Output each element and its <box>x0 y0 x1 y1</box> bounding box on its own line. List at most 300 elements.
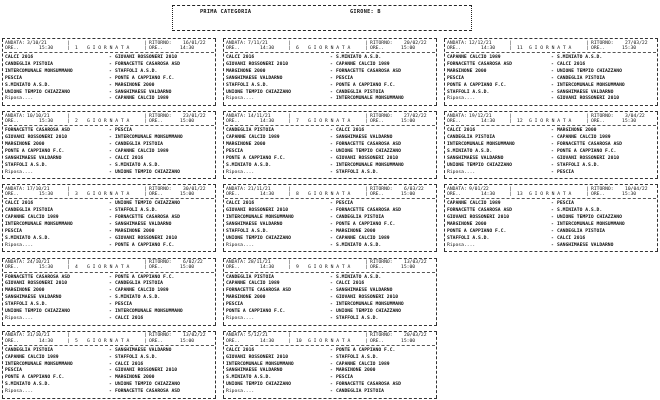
column-divider: | <box>67 338 70 344</box>
column-divider: | <box>67 333 70 339</box>
match-dash: - <box>330 61 333 67</box>
match-dash: - <box>330 361 333 367</box>
match-dash: - <box>330 228 333 234</box>
home-team: FORNACETTE CASAROSA ASD <box>226 288 291 294</box>
match-dash: - <box>330 281 333 287</box>
ritorno-label: RITORNO: <box>370 333 393 339</box>
away-team: UNIONE TEMPIO CHIAZZANO <box>336 148 401 154</box>
away-team: MARGINONE 2000 <box>115 82 155 88</box>
ore-label: ORE.. <box>226 192 241 198</box>
home-team: PONTE A CAPPIANO F.C. <box>5 375 65 381</box>
column-divider: | <box>586 192 589 198</box>
round-card <box>444 111 658 179</box>
home-team: Riposa.... <box>226 315 255 321</box>
away-team: S.MINIATO A.S.D. <box>557 55 603 60</box>
home-team: CANDEGLIA PISTOIA <box>226 274 274 280</box>
match-dash: - <box>109 228 112 234</box>
giornata-label: G I O R N A T A <box>529 45 572 51</box>
column-divider: | <box>586 113 589 119</box>
column-divider: | <box>365 118 368 124</box>
column-divider: | <box>67 265 70 271</box>
round-number: 11 <box>517 45 523 51</box>
ore-andata: 15:30 <box>39 45 54 51</box>
away-team: GIOVANI ROSSONERI 2010 <box>336 155 399 161</box>
round-card <box>223 38 437 106</box>
andata-date: 31/10/21 <box>27 333 50 339</box>
away-team: UNIONE TEMPIO CHIAZZANO <box>115 201 180 207</box>
match-dash: - <box>551 75 554 81</box>
match-dash: - <box>330 222 333 228</box>
giornata-label: G I O R N A T A <box>87 45 130 51</box>
match-dash: - <box>109 148 112 154</box>
home-team: GIOVANI ROSSONERI 2010 <box>447 215 510 221</box>
match-dash: - <box>109 288 112 294</box>
away-team: CAPANNE CALCIO 1989 <box>336 61 390 67</box>
home-team: S.MINIATO A.S.D. <box>5 382 51 388</box>
home-team: STAFFOLI A.S.D. <box>5 162 48 168</box>
match-dash: - <box>551 155 554 161</box>
home-team: PESCIA <box>5 228 22 234</box>
match-dash: - <box>109 347 112 353</box>
away-team: CAPANNE CALCIO 1989 <box>336 361 390 367</box>
away-team: CANDEGLIA PISTOIA <box>557 228 605 234</box>
round-number: 10 <box>296 338 302 344</box>
match-dash: - <box>330 389 333 395</box>
ore-andata: 15:30 <box>39 192 54 198</box>
home-team: Riposa.... <box>226 242 255 248</box>
away-team: MARGINONE 2000 <box>557 128 597 134</box>
away-team: PESCIA <box>557 201 574 207</box>
away-team: FORNACETTE CASAROSA ASD <box>336 141 401 147</box>
match-dash: - <box>330 201 333 207</box>
home-team: S.MINIATO A.S.D. <box>5 82 51 88</box>
match-dash: - <box>109 96 112 102</box>
home-team: MARGINONE 2000 <box>226 141 266 147</box>
ore-andata: 15:30 <box>39 118 54 124</box>
home-team: UNIONE TEMPIO CHIAZZANO <box>226 235 291 241</box>
away-team: CALCI 2016 <box>336 281 365 287</box>
giornata-label: G I O R N A T A <box>308 118 351 124</box>
home-team: FORNACETTE CASAROSA ASD <box>5 274 70 280</box>
ore-ritorno: 15:30 <box>622 118 637 124</box>
home-team: INTERCOMUNALE MONSUMMANO <box>226 215 294 221</box>
giornata-label: G I O R N A T A <box>87 265 130 271</box>
andata-label: ANDATA: <box>5 113 25 119</box>
andata-label: ANDATA: <box>447 40 467 46</box>
match-dash: - <box>330 169 333 175</box>
match-dash: - <box>330 288 333 294</box>
ore-label: ORE.. <box>370 192 385 198</box>
home-team: PONTE A CAPPIANO F.C. <box>5 148 65 154</box>
away-team: SANGHIMAESE VALDARNO <box>115 222 172 228</box>
away-team: PESCIA <box>336 201 353 207</box>
match-dash: - <box>330 375 333 381</box>
ore-ritorno: 15:00 <box>180 192 195 198</box>
round-number: 8 <box>296 192 299 198</box>
ritorno-date: 6/02/22 <box>183 260 203 266</box>
ore-label: ORE.. <box>5 45 20 51</box>
home-team: PESCIA <box>226 148 243 154</box>
match-dash: - <box>109 201 112 207</box>
match-dash: - <box>330 162 333 168</box>
away-team: PONTE A CAPPIANO F.C. <box>336 347 396 353</box>
column-divider: | <box>365 265 368 271</box>
away-team: CAPANNE CALCIO 1989 <box>336 235 390 241</box>
away-team: FORNACETTE CASAROSA ASD <box>557 141 622 147</box>
match-dash: - <box>330 141 333 147</box>
giornata-label: G I O R N A T A <box>308 45 351 51</box>
round-card <box>2 258 216 326</box>
column-divider: | <box>288 333 291 339</box>
home-team: PESCIA <box>447 75 464 81</box>
ore-label: ORE.. <box>226 265 241 271</box>
ore-label: ORE.. <box>447 45 462 51</box>
home-team: PONTE A CAPPIANO F.C. <box>447 228 507 234</box>
match-dash: - <box>551 135 554 141</box>
column-divider: | <box>365 113 368 119</box>
andata-date: 10/10/21 <box>27 113 50 119</box>
column-divider: | <box>509 113 512 119</box>
schedule-column-3 <box>444 38 658 396</box>
ore-label: ORE.. <box>370 338 385 344</box>
match-dash: - <box>330 75 333 81</box>
home-team: GIOVANI ROSSONERI 2010 <box>5 281 68 287</box>
match-dash: - <box>330 347 333 353</box>
match-dash: - <box>551 162 554 168</box>
match-dash: - <box>109 208 112 214</box>
away-team: PESCIA <box>557 169 574 175</box>
ore-label: ORE.. <box>149 45 164 51</box>
match-dash: - <box>330 135 333 141</box>
giornata-label: G I O R N A T A <box>308 265 351 271</box>
column-divider: | <box>509 45 512 51</box>
home-team: S.MINIATO A.S.D. <box>447 148 493 154</box>
ritorno-label: RITORNO: <box>149 333 172 339</box>
away-team: PONTE A CAPPIANO F.C. <box>115 242 175 248</box>
match-dash: - <box>109 295 112 301</box>
round-card <box>2 111 216 179</box>
home-team: CALCI 2016 <box>226 347 255 353</box>
round-card <box>223 184 437 252</box>
match-dash: - <box>330 215 333 221</box>
andata-date: 21/11/21 <box>248 186 271 192</box>
schedule-column-1 <box>2 38 216 396</box>
home-team: CAPANNE CALCIO 1989 <box>447 55 501 60</box>
column-divider: | <box>144 118 147 124</box>
home-team: INTERCOMUNALE MONSUMMANO <box>5 68 73 74</box>
away-team: MARGINONE 2000 <box>115 228 155 234</box>
ore-ritorno: 15:00 <box>401 192 416 198</box>
home-team: CANDEGLIA PISTOIA <box>5 208 53 214</box>
andata-label: ANDATA: <box>5 333 25 339</box>
match-dash: - <box>330 89 333 95</box>
home-team: FORNACETTE CASAROSA ASD <box>5 128 70 134</box>
match-dash: - <box>109 281 112 287</box>
home-team: STAFFOLI A.S.D. <box>447 235 490 241</box>
column-divider: | <box>144 45 147 51</box>
match-dash: - <box>109 242 112 248</box>
home-team: INTERCOMUNALE MONSUMMANO <box>5 222 73 228</box>
andata-date: 7/11/21 <box>248 40 268 46</box>
andata-date: 5/12/21 <box>248 333 268 339</box>
andata-date: 19/12/21 <box>469 113 492 119</box>
home-team: CAPANNE CALCIO 1989 <box>5 354 59 360</box>
away-team: FORNACETTE CASAROSA ASD <box>336 382 401 388</box>
away-team: SANGHIMAESE VALDARNO <box>557 242 614 248</box>
home-team: CAPANNE CALCIO 1989 <box>226 135 280 141</box>
away-team: PONTE A CAPPIANO F.C. <box>115 75 175 81</box>
ore-label: ORE.. <box>370 265 385 271</box>
away-team: CAPANNE CALCIO 1989 <box>115 148 169 154</box>
away-team: INTERCOMUNALE MONSUMMANO <box>557 222 625 228</box>
away-team: MARGINONE 2000 <box>336 228 376 234</box>
round-number: 7 <box>296 118 299 124</box>
away-team: UNIONE TEMPIO CHIAZZANO <box>557 215 622 221</box>
away-team: CALCI 2016 <box>336 128 365 134</box>
away-team: CAPANNE CALCIO 1989 <box>115 96 169 102</box>
ritorno-label: RITORNO: <box>149 113 172 119</box>
ore-label: ORE.. <box>226 45 241 51</box>
ore-label: ORE.. <box>149 338 164 344</box>
match-dash: - <box>109 368 112 374</box>
ore-ritorno: 15:30 <box>622 192 637 198</box>
column-divider: | <box>365 338 368 344</box>
ritorno-date: 3/04/22 <box>625 113 645 119</box>
ore-label: ORE.. <box>226 338 241 344</box>
away-team: INTERCOMUNALE MONSUMMANO <box>336 96 404 102</box>
away-team: SANGHIMAESE VALDARNO <box>115 89 172 95</box>
column-divider: | <box>67 113 70 119</box>
away-team: FORNACETTE CASAROSA ASD <box>336 68 401 74</box>
match-dash: - <box>330 55 333 60</box>
andata-label: ANDATA: <box>5 260 25 266</box>
home-team: PONTE A CAPPIANO F.C. <box>447 82 507 88</box>
ore-label: ORE.. <box>149 192 164 198</box>
match-dash: - <box>551 61 554 67</box>
away-team: SANGHIMAESE VALDARNO <box>336 288 393 294</box>
column-divider: | <box>144 192 147 198</box>
away-team: SANGHIMAESE VALDARNO <box>115 347 172 353</box>
ore-ritorno: 15:00 <box>180 265 195 271</box>
ore-label: ORE.. <box>447 192 462 198</box>
ritorno-date: 27/03/22 <box>625 40 648 46</box>
away-team: GIOVANI ROSSONERI 2010 <box>115 368 178 374</box>
away-team: PESCIA <box>115 128 132 134</box>
round-number: 12 <box>517 118 523 124</box>
home-team: Riposa.... <box>5 315 34 321</box>
match-dash: - <box>330 68 333 74</box>
home-team: INTERCOMUNALE MONSUMMANO <box>226 361 294 367</box>
away-team: CANDEGLIA PISTOIA <box>115 281 163 287</box>
away-team: GIOVANI ROSSONERI 2010 <box>115 55 178 60</box>
column-divider: | <box>288 45 291 51</box>
match-dash: - <box>551 96 554 102</box>
column-divider: | <box>288 265 291 271</box>
ore-label: ORE.. <box>226 118 241 124</box>
home-team: PESCIA <box>5 368 22 374</box>
away-team: PONTE A CAPPIANO F.C. <box>557 148 617 154</box>
match-dash: - <box>109 141 112 147</box>
ritorno-date: 27/02/22 <box>404 113 427 119</box>
ritorno-label: RITORNO: <box>370 186 393 192</box>
ritorno-date: 23/01/22 <box>183 113 206 119</box>
column-divider: | <box>144 40 147 46</box>
ore-andata: 14:30 <box>481 118 496 124</box>
match-dash: - <box>109 135 112 141</box>
match-dash: - <box>330 96 333 102</box>
match-dash: - <box>109 235 112 241</box>
column-divider: | <box>365 40 368 46</box>
away-team: UNIONE TEMPIO CHIAZZANO <box>115 169 180 175</box>
column-divider: | <box>586 40 589 46</box>
round-card <box>444 38 658 106</box>
match-dash: - <box>109 215 112 221</box>
ore-andata: 15:30 <box>39 265 54 271</box>
ore-label: ORE.. <box>149 118 164 124</box>
home-team: GIOVANI ROSSONERI 2010 <box>226 61 289 67</box>
column-divider: | <box>67 45 70 51</box>
ritorno-label: RITORNO: <box>591 113 614 119</box>
home-team: PESCIA <box>5 75 22 81</box>
match-dash: - <box>109 222 112 228</box>
ritorno-date: 16/01/22 <box>183 40 206 46</box>
ritorno-label: RITORNO: <box>370 113 393 119</box>
andata-label: ANDATA: <box>226 186 246 192</box>
giornata-label: G I O R N A T A <box>87 338 130 344</box>
giornata-label: G I O R N A T A <box>529 118 572 124</box>
home-team: INTERCOMUNALE MONSUMMANO <box>447 141 515 147</box>
ritorno-label: RITORNO: <box>149 186 172 192</box>
ritorno-label: RITORNO: <box>370 40 393 46</box>
ore-andata: 14:30 <box>260 338 275 344</box>
match-dash: - <box>109 309 112 315</box>
ore-andata: 14:30 <box>260 192 275 198</box>
schedule-grid <box>2 38 658 396</box>
match-dash: - <box>109 82 112 88</box>
ritorno-date: 20/02/22 <box>404 40 427 46</box>
column-divider: | <box>586 45 589 51</box>
home-team: Riposa.... <box>5 242 34 248</box>
round-separator <box>225 272 435 273</box>
home-team: UNIONE TEMPIO CHIAZZANO <box>226 89 291 95</box>
andata-label: ANDATA: <box>226 260 246 266</box>
home-team: STAFFOLI A.S.D. <box>5 302 48 308</box>
ritorno-date: 13/02/22 <box>183 333 206 339</box>
match-dash: - <box>109 68 112 74</box>
home-team: CANDEGLIA PISTOIA <box>5 61 53 67</box>
schedule-column-2 <box>223 38 437 396</box>
away-team: UNIONE TEMPIO CHIAZZANO <box>557 68 622 74</box>
home-team: CAPANNE CALCIO 1989 <box>5 215 59 221</box>
andata-date: 28/11/21 <box>248 260 271 266</box>
away-team: CANDEGLIA PISTOIA <box>336 89 384 95</box>
match-dash: - <box>109 274 112 280</box>
home-team: SANGHIMAESE VALDARNO <box>5 295 62 301</box>
away-team: STAFFOLI A.S.D. <box>336 354 379 360</box>
away-team: CAPANNE CALCIO 1989 <box>557 135 611 141</box>
match-dash: - <box>330 128 333 134</box>
round-separator <box>4 345 214 346</box>
ore-ritorno: 15:00 <box>401 118 416 124</box>
away-team: PESCIA <box>336 75 353 81</box>
match-dash: - <box>551 68 554 74</box>
column-divider: | <box>509 40 512 46</box>
ore-ritorno: 15:00 <box>401 338 416 344</box>
round-separator <box>4 52 214 53</box>
away-team: S.MINIATO A.S.D. <box>336 242 382 248</box>
ore-label: ORE.. <box>591 45 606 51</box>
ore-label: ORE.. <box>5 118 20 124</box>
away-team: INTERCOMUNALE MONSUMMANO <box>557 82 625 88</box>
andata-label: ANDATA: <box>226 40 246 46</box>
match-dash: - <box>551 169 554 175</box>
round-separator <box>4 125 214 126</box>
round-card <box>223 331 437 399</box>
away-team: INTERCOMUNALE MONSUMMANO <box>115 309 183 315</box>
round-separator <box>225 52 435 53</box>
home-team: CANDEGLIA PISTOIA <box>447 135 495 141</box>
match-dash: - <box>551 148 554 154</box>
home-team: CALCI 2016 <box>5 201 34 207</box>
match-dash: - <box>551 208 554 214</box>
away-team: CANDEGLIA PISTOIA <box>336 215 384 221</box>
away-team: CALCI 2016 <box>115 315 144 321</box>
column-divider: | <box>365 192 368 198</box>
home-team: CANDEGLIA PISTOIA <box>5 347 53 353</box>
home-team: S.MINIATO A.S.D. <box>226 375 272 381</box>
round-number: 3 <box>75 192 78 198</box>
column-divider: | <box>288 40 291 46</box>
giornata-label: G I O R N A T A <box>308 192 351 198</box>
match-dash: - <box>551 128 554 134</box>
home-team: Riposa.... <box>447 96 476 102</box>
andata-label: ANDATA: <box>5 186 25 192</box>
match-dash: - <box>330 82 333 88</box>
column-divider: | <box>144 186 147 192</box>
ore-label: ORE.. <box>5 338 20 344</box>
round-number: 1 <box>75 45 78 51</box>
match-dash: - <box>551 235 554 241</box>
match-dash: - <box>109 382 112 388</box>
round-card <box>444 184 658 252</box>
home-team: FORNACETTE CASAROSA ASD <box>447 208 512 214</box>
round-number: 9 <box>296 265 299 271</box>
home-team: UNIONE TEMPIO CHIAZZANO <box>226 382 291 388</box>
column-divider: | <box>288 186 291 192</box>
ore-label: ORE.. <box>5 265 20 271</box>
home-team: Riposa.... <box>5 389 34 395</box>
home-team: Riposa.... <box>447 242 476 248</box>
giornata-label: G I O R N A T A <box>87 118 130 124</box>
round-card <box>2 38 216 106</box>
match-dash: - <box>109 89 112 95</box>
column-divider: | <box>288 118 291 124</box>
away-team: INTERCOMUNALE MONSUMMANO <box>115 135 183 141</box>
ore-label: ORE.. <box>591 118 606 124</box>
column-divider: | <box>288 113 291 119</box>
round-card <box>2 331 216 399</box>
andata-label: ANDATA: <box>226 333 246 339</box>
home-team: SANGHIMAESE VALDARNO <box>226 75 283 81</box>
away-team: S.MINIATO A.S.D. <box>115 295 161 301</box>
ore-ritorno: 15:00 <box>401 45 416 51</box>
andata-label: ANDATA: <box>226 113 246 119</box>
ritorno-label: RITORNO: <box>591 186 614 192</box>
column-divider: | <box>67 118 70 124</box>
match-dash: - <box>109 128 112 134</box>
match-dash: - <box>109 55 112 60</box>
home-team: Riposa.... <box>447 169 476 175</box>
